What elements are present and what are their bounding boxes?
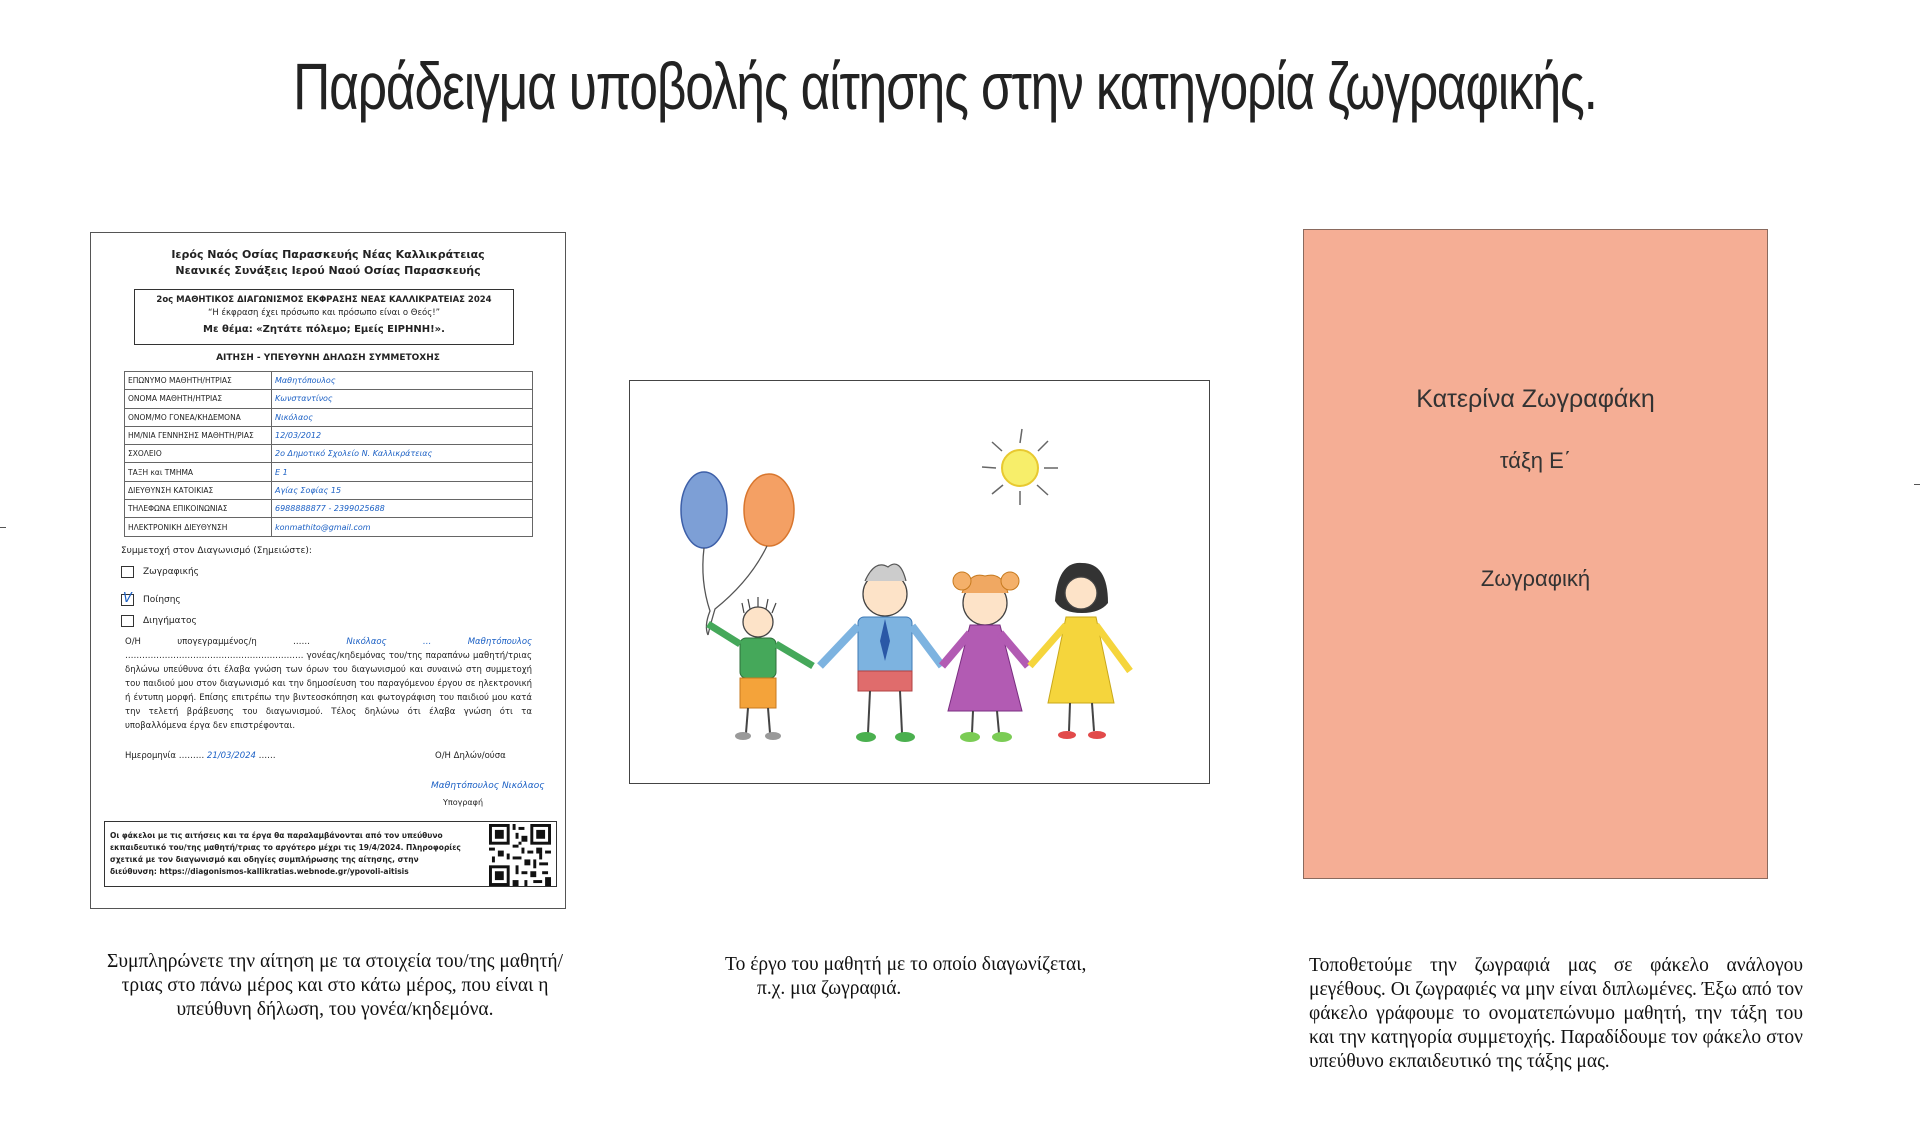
field-value: 6988888877 - 2399025688 — [272, 500, 533, 518]
field-label: ΟΝΟΜΑ ΜΑΘΗΤΗ/ΗΤΡΙΑΣ — [125, 390, 272, 408]
signature-label: Υπογραφή — [443, 798, 484, 807]
crop-mark — [0, 527, 6, 528]
caption-drawing-line-2: π.χ. μια ζωγραφιά. — [757, 978, 902, 999]
application-form — [90, 232, 566, 909]
caption-form: Συμπληρώνετε την αίτηση με τα στοιχεία του/της μαθητή/τριας στο πάνω μέρος και στο κάτω μέρος, που είναι η υπεύθυνη δήλωση, του γονέα/κηδεμόνα. — [107, 951, 563, 1020]
date-line — [125, 751, 276, 761]
declaration-prefix: Ο/Η υπογεγραμμένος/η …… — [125, 637, 311, 647]
envelope-category: Ζωγραφική — [1480, 566, 1591, 591]
participation-label: Συμμετοχή στον Διαγωνισμό (Σημειώστε): — [121, 546, 312, 556]
table-row — [125, 408, 533, 426]
org-line-2: Νεανικές Συνάξεις Ιερού Ναού Οσίας Παρασκευής — [175, 264, 481, 277]
child-figure-3 — [942, 572, 1028, 742]
date-suffix: …… — [258, 751, 276, 761]
submission-notice — [104, 821, 557, 887]
caption-envelope: Τοποθετούμε την ζωγραφιά μας σε φάκελο ανάλογου μεγέθους. Οι ζωγραφιές να μην είναι διπλωμένες. Έξω από τον φάκελο γράφουμε το ονοματεπώνυμο μαθητή, την τάξη του και την κατηγορία συμμετοχής. Παραδίδουμε τον φάκελο στον υπεύθυνο εκπαιδευτικό της τάξης μας. — [1309, 955, 1803, 1072]
table-row — [125, 445, 533, 463]
option-label: Ποίησης — [143, 595, 181, 605]
caption-drawing — [725, 953, 1145, 1001]
form-organization — [91, 247, 565, 279]
balloons-icon — [681, 472, 794, 635]
option-poetry[interactable] — [121, 591, 181, 606]
envelope-grade: τάξη Ε΄ — [1499, 448, 1572, 473]
notice-text: Οι φάκελοι με τις αιτήσεις και τα έργα θα παραλαμβάνονται από τον υπεύθυνο εκπαιδευτικό του/της μαθητή/τριας το αργότερο μέχρι τις 19/4/2024. Πληροφορίες σχετικά με τον διαγωνισμό και οδηγίες συμπλήρωσης της αίτησης, στην διεύθυνση: https://diagonismos-kallikratias.webnode.gr/ypovoli-aitisis — [110, 831, 461, 876]
envelope — [1303, 229, 1768, 879]
org-line-1: Ιερός Ναός Οσίας Παρασκευής Νέας Καλλικράτειας — [171, 248, 485, 261]
page-title: Παράδειγμα υποβολής αίτησης στην κατηγορία ζωγραφικής. — [293, 49, 1597, 123]
field-label: ΤΑΞΗ και ΤΜΗΜΑ — [125, 463, 272, 481]
field-value: Κωνσταντίνος — [272, 390, 533, 408]
field-value: 2ο Δημοτικό Σχολείο Ν. Καλλικράτειας — [272, 445, 533, 463]
table-row — [125, 518, 533, 536]
option-label: Ζωγραφικής — [143, 567, 199, 577]
date-label: Ημερομηνία ……… — [125, 751, 205, 761]
envelope-student-name: Κατερίνα Ζωγραφάκη — [1416, 385, 1655, 413]
field-value: Μαθητόπουλος — [272, 372, 533, 390]
declarant-name: Νικόλαος … Μαθητόπουλος — [346, 637, 533, 647]
checkbox[interactable] — [121, 615, 134, 627]
contest-box — [134, 289, 514, 345]
qr-code-icon — [488, 824, 552, 886]
crop-mark — [1914, 484, 1920, 485]
table-row — [125, 390, 533, 408]
parent-declaration — [125, 635, 532, 733]
form-heading: ΑΙΤΗΣΗ - ΥΠΕΥΘΥΝΗ ΔΗΛΩΣΗ ΣΥΜΜΕΤΟΧΗΣ — [216, 353, 440, 363]
field-value: konmathito@gmail.com — [272, 518, 533, 536]
option-painting[interactable] — [121, 566, 199, 578]
date-value: 21/03/2024 — [206, 751, 256, 761]
drawing-illustration — [630, 381, 1211, 785]
field-label: ΤΗΛΕΦΩΝΑ ΕΠΙΚΟΙΝΩΝΙΑΣ — [125, 500, 272, 518]
student-fields-table — [124, 371, 533, 537]
contest-line-1: 2ος ΜΑΘΗΤΙΚΟΣ ΔΙΑΓΩΝΙΣΜΟΣ ΕΚΦΡΑΣΗΣ ΝΕΑΣ ΚΑΛΛΙΚΡΑΤΕΙΑΣ 2024 — [156, 295, 492, 305]
table-row — [125, 481, 533, 499]
field-label: ΟΝΟΜ/ΜΟ ΓΟΝΕΑ/ΚΗΔΕΜΟΝΑ — [125, 408, 272, 426]
field-label: ΗΛΕΚΤΡΟΝΙΚΗ ΔΙΕΥΘΥΝΣΗ — [125, 518, 272, 536]
child-figure-1 — [708, 597, 813, 740]
table-row — [125, 372, 533, 390]
option-label: Διηγήματος — [143, 616, 197, 626]
check-mark: V — [123, 591, 132, 606]
declarant-label: Ο/Η Δηλών/ούσα — [435, 751, 506, 761]
table-row — [125, 426, 533, 444]
field-label: ΗΜ/ΝΙΑ ΓΕΝΝΗΣΗΣ ΜΑΘΗΤΗ/ΡΙΑΣ — [125, 426, 272, 444]
checkbox[interactable] — [121, 566, 134, 578]
field-value: Ε 1 — [272, 463, 533, 481]
declaration-text: ……………………………………………………… γονέας/κηδεμόνας του/της παραπάνω μαθητή/τριας δηλώνω υπεύθυνα ότι έλαβα γνώση των όρων του διαγωνισμού και συναινώ στη συμμετοχή του παιδιού μου στον διαγωνισμό και την δημοσίευση του παραγόμενου έργου σε ηλεκτρονική ή έντυπη μορφή. Επίσης επιτρέπω την βιντεοσκόπηση και φωτογράφιση του παιδιού μου κατά την τελετή βράβευσης του διαγωνισμού. Τέλος δηλώνω ότι έλαβα γνώση ότι τα υποβαλλόμενα έργα δεν επιστρέφονται. — [125, 651, 532, 731]
child-figure-2 — [820, 564, 942, 742]
contest-line-2: “Η έκφραση έχει πρόσωπο και πρόσωπο είναι ο Θεός!” — [207, 308, 441, 318]
child-figure-4 — [1030, 563, 1130, 739]
sun-icon — [982, 429, 1058, 505]
signature: Μαθητόπουλος Νικόλαος — [431, 781, 545, 791]
field-label: ΔΙΕΥΘΥΝΣΗ ΚΑΤΟΙΚΙΑΣ — [125, 481, 272, 499]
table-row — [125, 500, 533, 518]
child-drawing — [629, 380, 1210, 784]
field-label: ΕΠΩΝΥΜΟ ΜΑΘΗΤΗ/ΗΤΡΙΑΣ — [125, 372, 272, 390]
field-value: Αγίας Σοφίας 15 — [272, 481, 533, 499]
field-value: Νικόλαος — [272, 408, 533, 426]
field-value: 12/03/2012 — [272, 426, 533, 444]
contest-line-3: Με θέμα: «Ζητάτε πόλεμο; Εμείς ΕΙΡΗΝΗ!». — [203, 324, 445, 335]
field-label: ΣΧΟΛΕΙΟ — [125, 445, 272, 463]
checkbox[interactable] — [121, 591, 134, 606]
caption-drawing-line-1: Το έργο του μαθητή με το οποίο διαγωνίζεται, — [725, 954, 1087, 975]
option-short-story[interactable] — [121, 615, 197, 627]
table-row — [125, 463, 533, 481]
